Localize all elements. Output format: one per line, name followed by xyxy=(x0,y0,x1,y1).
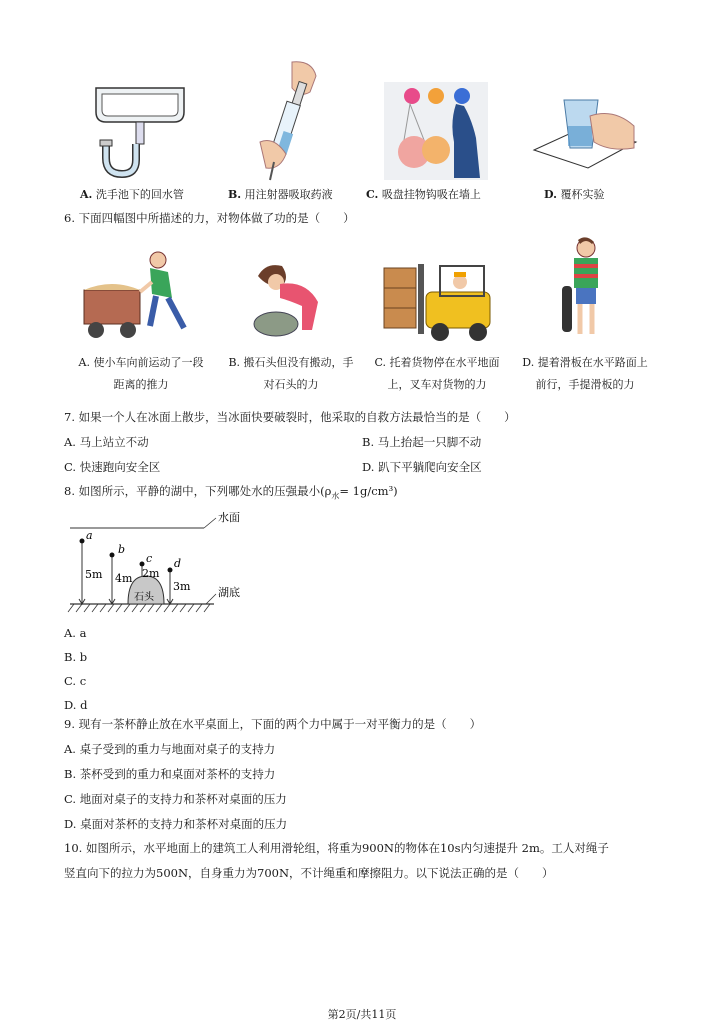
q5-option-a: A. 洗手池下的回水管 xyxy=(80,188,184,201)
point-c-label: c xyxy=(146,552,153,565)
q7-option-d: D. 趴下平躺爬向安全区 xyxy=(362,460,482,474)
point-d-dot xyxy=(168,568,173,573)
cup-experiment-image xyxy=(530,86,642,180)
point-b-depth: 4m xyxy=(115,572,133,585)
q8-option-c: C. c xyxy=(64,674,87,688)
q5-option-c: C. 吸盘挂物钩吸在墙上 xyxy=(366,188,481,201)
point-a-label: a xyxy=(86,529,93,542)
point-b-dot xyxy=(110,553,115,558)
q10-stem-line2: 竖直向下的拉力为500N，自身重力为700N，不计绳重和摩擦阻力。以下说法正确的是（ ） xyxy=(64,866,554,880)
page-footer: 第2页/共11页 xyxy=(327,1008,397,1021)
forklift-image xyxy=(378,262,496,342)
lifting-stone-image xyxy=(236,254,332,340)
point-c-depth: 2m xyxy=(142,567,160,580)
q9-option-c: C. 地面对桌子的支持力和茶杯对桌面的压力 xyxy=(64,792,287,806)
q8-stem: 8. 如图所示，平静的湖中，下列哪处水的压强最小$(\rho_水= 1g/cm^3)$ xyxy=(64,484,398,501)
q7-option-c: C. 快速跑向安全区 xyxy=(64,460,161,474)
q6-option-d: D. 提着滑板在水平路面上 前行，手提滑板的力 xyxy=(522,356,648,391)
q8-option-a: A. a xyxy=(64,626,87,640)
sink-pipe-image xyxy=(92,82,188,180)
surface-label: 水面 xyxy=(218,511,240,524)
q5-option-d: D. 覆杯实验 xyxy=(544,188,605,201)
q5-option-b: B. 用注射器吸取药液 xyxy=(228,188,333,201)
bottom-label: 湖底 xyxy=(218,586,240,599)
q9-option-d: D. 桌面对茶杯的支持力和茶杯对桌面的压力 xyxy=(64,817,288,831)
q9-option-b: B. 茶杯受到的重力和桌面对茶杯的支持力 xyxy=(64,767,276,781)
q10-stem-line1: 10. 如图所示，水平地面上的建筑工人利用滑轮组，将重为900N的物体在10s内匀速提升 2m。工人对绳子 xyxy=(64,841,609,855)
q7-option-b: B. 马上抬起一只脚不动 xyxy=(362,435,482,449)
q8-option-d: D. d xyxy=(64,698,88,712)
point-a-dot xyxy=(80,539,85,544)
q8-option-b: B. b xyxy=(64,650,88,664)
q9-option-a: A. 桌子受到的重力与地面对桌子的支持力 xyxy=(64,742,276,756)
point-d-label: d xyxy=(174,557,182,570)
stone-label: 石头 xyxy=(134,592,154,603)
point-a-depth: 5m xyxy=(85,568,103,581)
q6-option-c: C. 托着货物停在水平地面 上，叉车对货物的力 xyxy=(374,356,500,391)
q7-stem: 7. 如果一个人在冰面上散步，当冰面快要破裂时，他采取的自救方法最恰当的是（ ） xyxy=(64,410,516,424)
lake-pressure-diagram xyxy=(66,506,286,618)
q6-stem: 6. 下面四幅图中所描述的力，对物体做了功的是（ ） xyxy=(64,211,355,225)
suction-hooks-image xyxy=(384,82,488,180)
q6-option-b: B. 搬石头但没有搬动，手 对石头的力 xyxy=(228,356,354,391)
point-c-dot xyxy=(140,562,145,567)
carrying-skateboard-image xyxy=(558,236,612,342)
q9-stem: 9. 现有一茶杯静止放在水平桌面上，下面的两个力中属于一对平衡力的是（ ） xyxy=(64,717,482,731)
point-b-label: b xyxy=(118,543,126,556)
pushing-cart-image xyxy=(80,248,198,340)
q6-option-a: A. 使小车向前运动了一段 距离的推力 xyxy=(78,356,204,391)
point-d-depth: 3m xyxy=(173,580,191,593)
syringe-image xyxy=(256,58,326,182)
q7-option-a: A. 马上站立不动 xyxy=(64,435,149,449)
